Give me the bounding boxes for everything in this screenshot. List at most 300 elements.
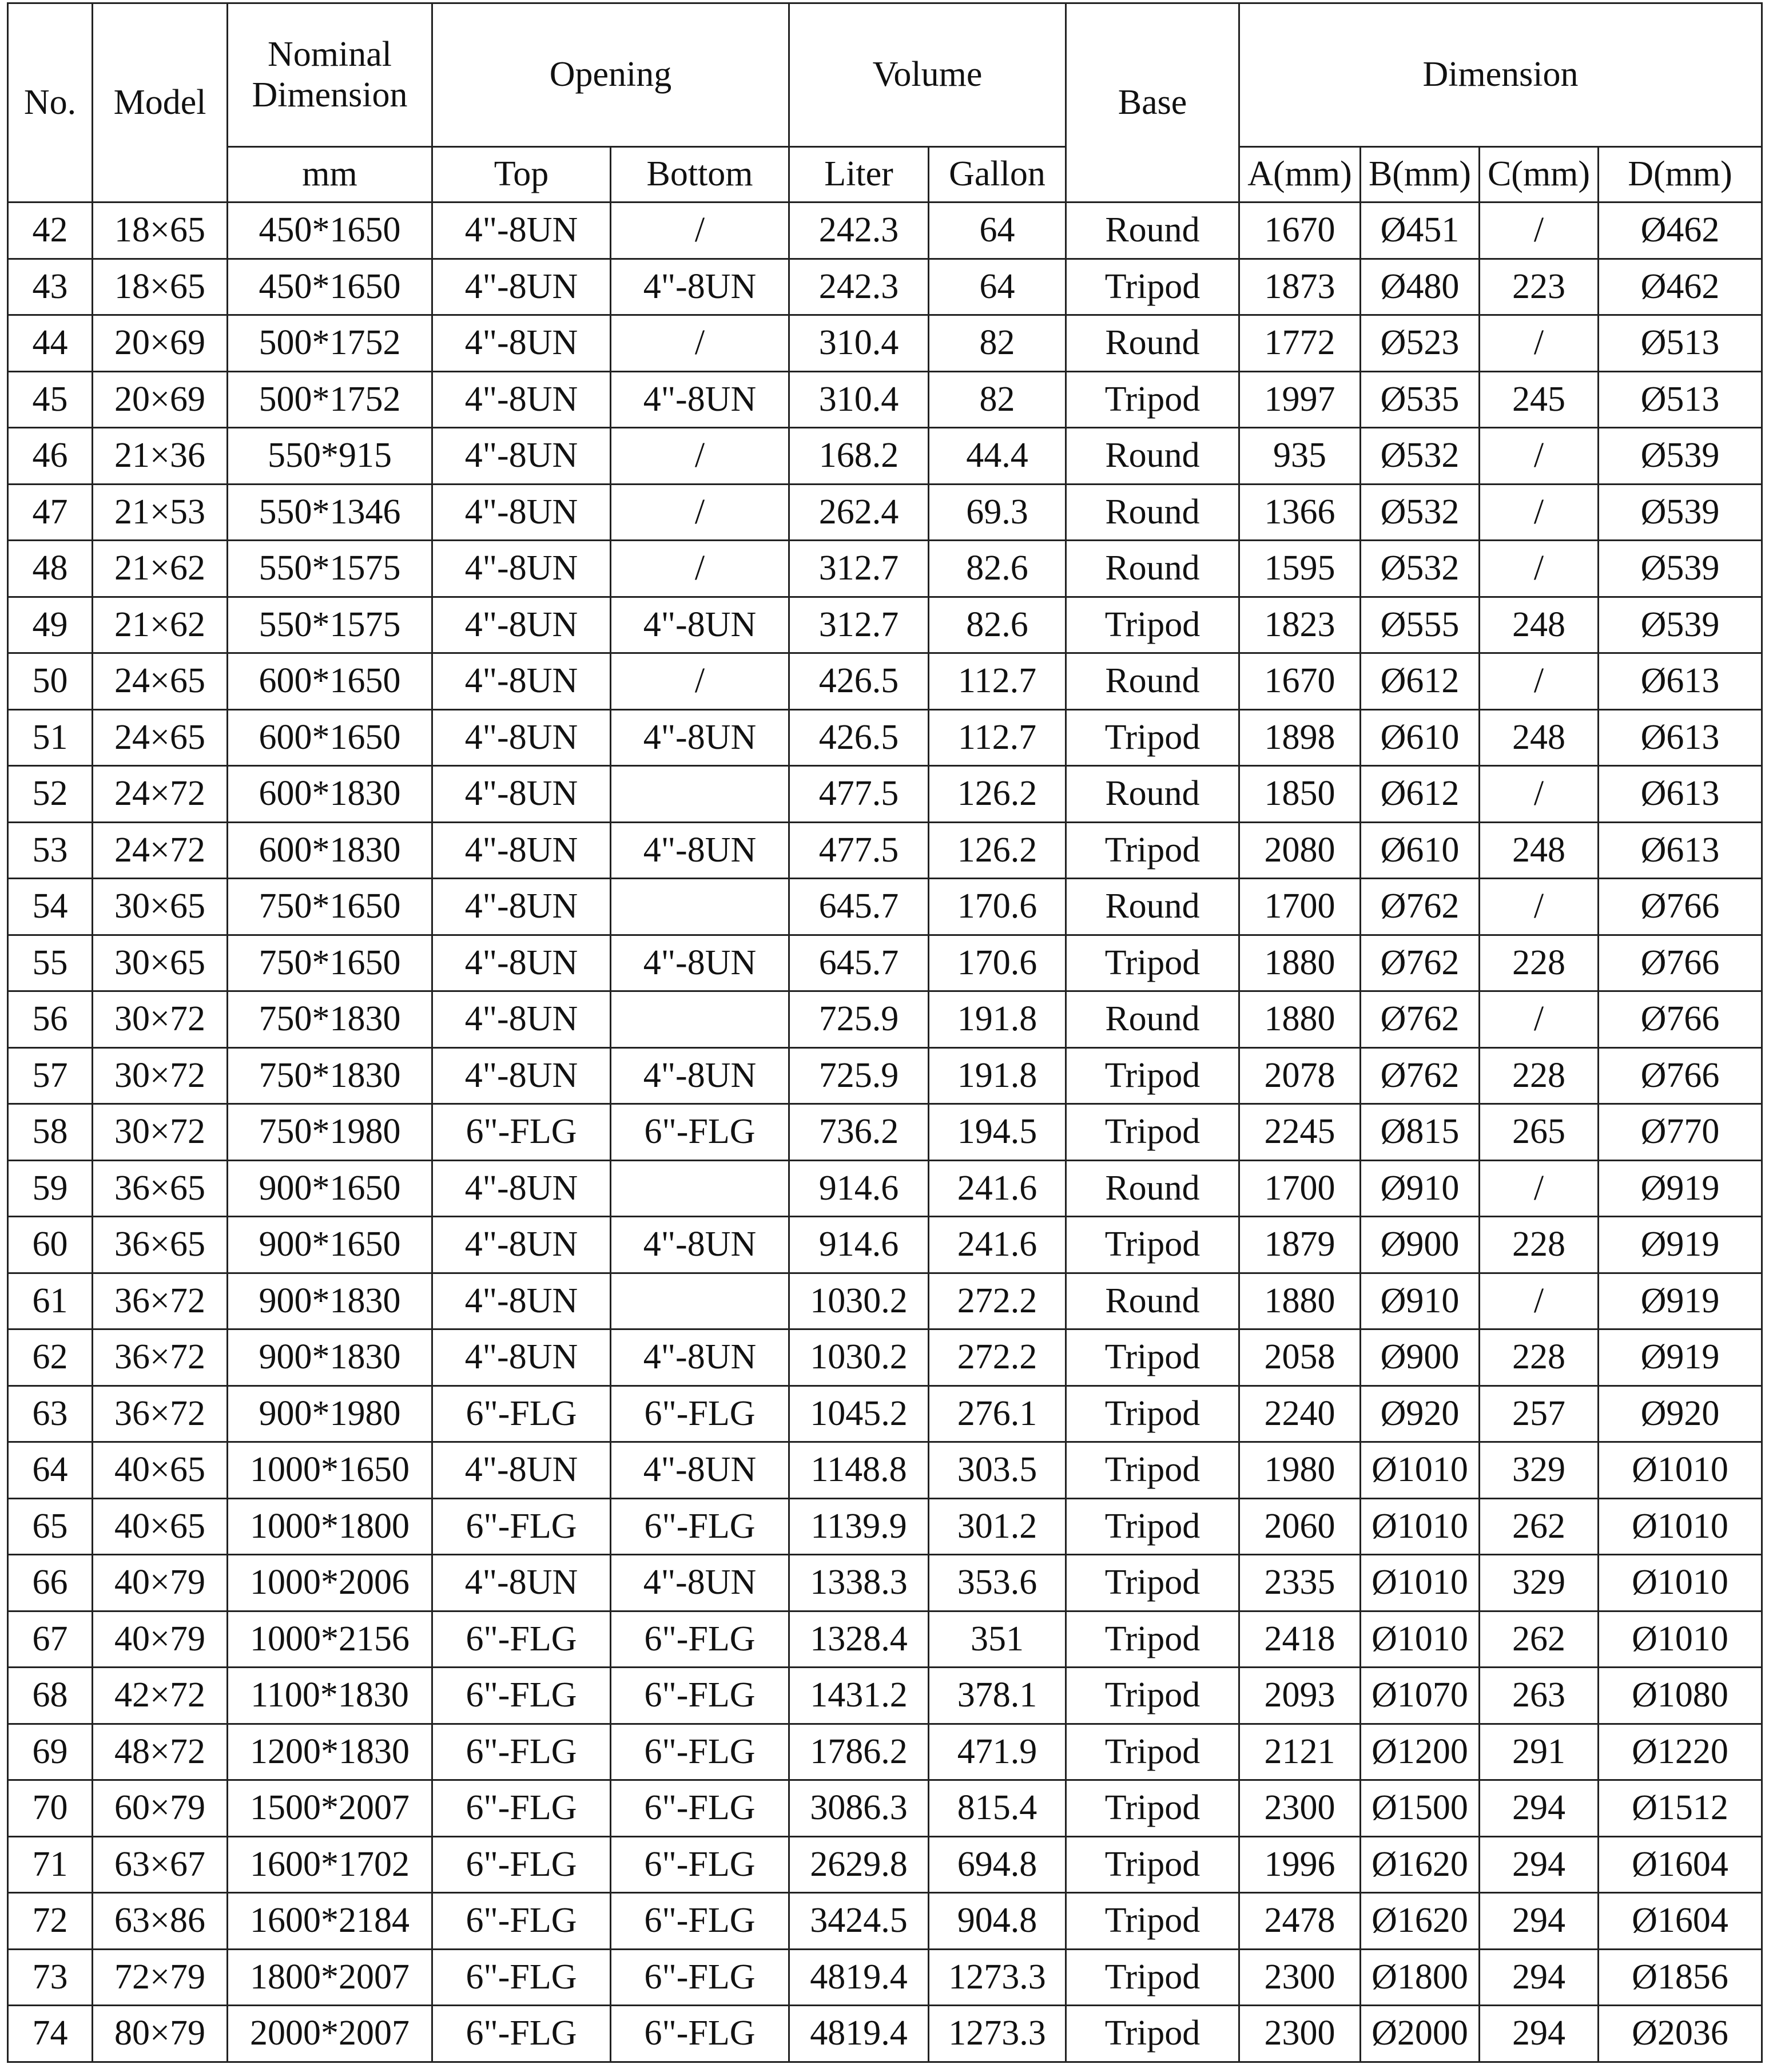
cell-dim-c: 245	[1480, 371, 1599, 428]
cell-model: 30×65	[93, 935, 228, 991]
cell-opening-top: 4"-8UN	[432, 371, 611, 428]
cell-dim-c: /	[1480, 541, 1599, 597]
cell-dim-d: Ø462	[1599, 259, 1762, 315]
table-row	[8, 428, 1762, 485]
cell-dim-b: Ø762	[1361, 991, 1480, 1048]
cell-nominal-dimension: 600*1650	[228, 653, 432, 710]
cell-dim-b: Ø815	[1361, 1104, 1480, 1161]
cell-nominal-dimension: 1600*1702	[228, 1836, 432, 1893]
cell-volume-liter: 3086.3	[789, 1780, 929, 1837]
cell-volume-gallon: 272.2	[929, 1329, 1066, 1386]
cell-opening-bottom: 6"-FLG	[611, 1611, 789, 1668]
cell-model: 21×36	[93, 428, 228, 485]
cell-model: 30×72	[93, 1104, 228, 1161]
cell-base: Tripod	[1066, 1780, 1239, 1837]
cell-dim-a: 1880	[1239, 991, 1361, 1048]
cell-dim-d: Ø1080	[1599, 1668, 1762, 1724]
cell-volume-gallon: 815.4	[929, 1780, 1066, 1837]
cell-model: 20×69	[93, 371, 228, 428]
cell-volume-liter: 312.7	[789, 597, 929, 653]
cell-opening-top: 6"-FLG	[432, 1104, 611, 1161]
cell-volume-liter: 168.2	[789, 428, 929, 485]
cell-dim-b: Ø523	[1361, 315, 1480, 372]
cell-dim-c: 228	[1480, 1217, 1599, 1273]
cell-base: Tripod	[1066, 597, 1239, 653]
cell-volume-liter: 310.4	[789, 371, 929, 428]
cell-opening-bottom	[611, 991, 789, 1048]
cell-volume-liter: 645.7	[789, 935, 929, 991]
cell-opening-bottom: /	[611, 484, 789, 541]
table-row	[8, 1329, 1762, 1386]
cell-opening-bottom: 6"-FLG	[611, 1836, 789, 1893]
header-dim-d: D(mm)	[1599, 147, 1762, 203]
cell-volume-gallon: 241.6	[929, 1217, 1066, 1273]
cell-dim-b: Ø2000	[1361, 2006, 1480, 2062]
cell-opening-top: 6"-FLG	[432, 1780, 611, 1837]
cell-opening-top: 4"-8UN	[432, 991, 611, 1048]
spec-table	[7, 2, 1763, 2063]
cell-model: 36×65	[93, 1217, 228, 1273]
cell-dim-a: 1670	[1239, 203, 1361, 259]
cell-dim-d: Ø919	[1599, 1160, 1762, 1217]
cell-opening-bottom: 6"-FLG	[611, 2006, 789, 2062]
cell-dim-d: Ø1010	[1599, 1611, 1762, 1668]
cell-model: 80×79	[93, 2006, 228, 2062]
cell-volume-liter: 645.7	[789, 879, 929, 935]
cell-base: Tripod	[1066, 371, 1239, 428]
cell-volume-liter: 1786.2	[789, 1724, 929, 1780]
cell-opening-top: 4"-8UN	[432, 935, 611, 991]
cell-base: Tripod	[1066, 1498, 1239, 1555]
cell-model: 21×62	[93, 597, 228, 653]
cell-dim-b: Ø900	[1361, 1329, 1480, 1386]
cell-no: 74	[8, 2006, 93, 2062]
cell-no: 67	[8, 1611, 93, 1668]
table-row	[8, 1949, 1762, 2006]
cell-base: Tripod	[1066, 1724, 1239, 1780]
header-nominal-line1: Nominal	[268, 34, 392, 74]
cell-dim-d: Ø613	[1599, 709, 1762, 766]
cell-volume-gallon: 191.8	[929, 1047, 1066, 1104]
cell-opening-bottom: 4"-8UN	[611, 1442, 789, 1499]
cell-base: Tripod	[1066, 709, 1239, 766]
cell-dim-b: Ø555	[1361, 597, 1480, 653]
header-dim-a: A(mm)	[1239, 147, 1361, 203]
table-row	[8, 1836, 1762, 1893]
cell-opening-bottom: /	[611, 428, 789, 485]
header-dim-c: C(mm)	[1480, 147, 1599, 203]
header-model: Model	[93, 3, 228, 203]
cell-no: 62	[8, 1329, 93, 1386]
header-nominal-dimension	[228, 3, 432, 147]
cell-dim-d: Ø539	[1599, 428, 1762, 485]
table-row	[8, 1047, 1762, 1104]
cell-volume-gallon: 112.7	[929, 653, 1066, 710]
cell-volume-gallon: 353.6	[929, 1555, 1066, 1611]
cell-opening-top: 6"-FLG	[432, 1724, 611, 1780]
cell-opening-bottom: 4"-8UN	[611, 371, 789, 428]
cell-base: Tripod	[1066, 1329, 1239, 1386]
cell-model: 24×72	[93, 822, 228, 879]
cell-dim-d: Ø539	[1599, 541, 1762, 597]
table-row	[8, 935, 1762, 991]
cell-volume-gallon: 64	[929, 203, 1066, 259]
cell-no: 44	[8, 315, 93, 372]
cell-no: 64	[8, 1442, 93, 1499]
cell-dim-b: Ø532	[1361, 428, 1480, 485]
cell-dim-b: Ø1010	[1361, 1611, 1480, 1668]
cell-no: 70	[8, 1780, 93, 1837]
cell-opening-bottom: 6"-FLG	[611, 1386, 789, 1442]
header-row-sub	[8, 147, 1762, 203]
cell-dim-c: /	[1480, 879, 1599, 935]
cell-volume-liter: 477.5	[789, 822, 929, 879]
cell-dim-b: Ø612	[1361, 653, 1480, 710]
cell-nominal-dimension: 1500*2007	[228, 1780, 432, 1837]
cell-volume-gallon: 351	[929, 1611, 1066, 1668]
cell-no: 65	[8, 1498, 93, 1555]
cell-volume-gallon: 170.6	[929, 935, 1066, 991]
cell-model: 30×72	[93, 1047, 228, 1104]
header-base: Base	[1066, 3, 1239, 203]
cell-opening-bottom: 6"-FLG	[611, 1724, 789, 1780]
cell-dim-a: 2245	[1239, 1104, 1361, 1161]
cell-dim-a: 1980	[1239, 1442, 1361, 1499]
table-row	[8, 1780, 1762, 1837]
cell-volume-liter: 426.5	[789, 653, 929, 710]
cell-model: 63×86	[93, 1893, 228, 1950]
cell-dim-c: 248	[1480, 597, 1599, 653]
table-row	[8, 1668, 1762, 1724]
cell-no: 46	[8, 428, 93, 485]
cell-dim-b: Ø762	[1361, 935, 1480, 991]
table-row	[8, 484, 1762, 541]
cell-dim-a: 2418	[1239, 1611, 1361, 1668]
cell-no: 68	[8, 1668, 93, 1724]
cell-volume-liter: 3424.5	[789, 1893, 929, 1950]
table-row	[8, 1217, 1762, 1273]
cell-opening-top: 6"-FLG	[432, 1611, 611, 1668]
cell-base: Tripod	[1066, 1555, 1239, 1611]
cell-opening-bottom: 4"-8UN	[611, 597, 789, 653]
table-row	[8, 597, 1762, 653]
cell-volume-gallon: 241.6	[929, 1160, 1066, 1217]
cell-dim-c: 223	[1480, 259, 1599, 315]
header-volume-liter: Liter	[789, 147, 929, 203]
cell-base: Tripod	[1066, 1668, 1239, 1724]
cell-nominal-dimension: 1800*2007	[228, 1949, 432, 2006]
cell-base: Round	[1066, 991, 1239, 1048]
cell-opening-bottom	[611, 1273, 789, 1329]
cell-volume-gallon: 126.2	[929, 766, 1066, 823]
cell-dim-b: Ø1500	[1361, 1780, 1480, 1837]
header-no: No.	[8, 3, 93, 203]
cell-nominal-dimension: 500*1752	[228, 315, 432, 372]
cell-dim-b: Ø451	[1361, 203, 1480, 259]
table-row	[8, 709, 1762, 766]
cell-opening-bottom: 4"-8UN	[611, 822, 789, 879]
cell-model: 72×79	[93, 1949, 228, 2006]
cell-nominal-dimension: 1600*2184	[228, 1893, 432, 1950]
cell-nominal-dimension: 900*1980	[228, 1386, 432, 1442]
cell-dim-b: Ø920	[1361, 1386, 1480, 1442]
cell-nominal-dimension: 900*1650	[228, 1217, 432, 1273]
cell-no: 59	[8, 1160, 93, 1217]
table-row	[8, 822, 1762, 879]
cell-model: 21×62	[93, 541, 228, 597]
cell-dim-a: 2300	[1239, 1780, 1361, 1837]
cell-dim-c: 248	[1480, 822, 1599, 879]
header-dimension: Dimension	[1239, 3, 1762, 147]
cell-base: Round	[1066, 315, 1239, 372]
cell-opening-top: 4"-8UN	[432, 709, 611, 766]
cell-dim-d: Ø766	[1599, 879, 1762, 935]
table-row	[8, 371, 1762, 428]
cell-model: 24×65	[93, 653, 228, 710]
table-row	[8, 1893, 1762, 1950]
cell-dim-c: /	[1480, 766, 1599, 823]
cell-no: 69	[8, 1724, 93, 1780]
cell-no: 45	[8, 371, 93, 428]
cell-nominal-dimension: 550*1575	[228, 541, 432, 597]
cell-dim-a: 2300	[1239, 2006, 1361, 2062]
cell-base: Tripod	[1066, 1442, 1239, 1499]
cell-model: 20×69	[93, 315, 228, 372]
cell-base: Tripod	[1066, 935, 1239, 991]
cell-volume-liter: 914.6	[789, 1160, 929, 1217]
cell-volume-liter: 1431.2	[789, 1668, 929, 1724]
cell-model: 40×65	[93, 1498, 228, 1555]
cell-nominal-dimension: 1000*1800	[228, 1498, 432, 1555]
cell-volume-liter: 242.3	[789, 259, 929, 315]
cell-dim-c: 294	[1480, 1893, 1599, 1950]
header-opening-top: Top	[432, 147, 611, 203]
cell-volume-gallon: 191.8	[929, 991, 1066, 1048]
cell-dim-a: 1997	[1239, 371, 1361, 428]
cell-dim-c: 294	[1480, 1836, 1599, 1893]
cell-model: 36×72	[93, 1329, 228, 1386]
cell-nominal-dimension: 550*915	[228, 428, 432, 485]
table-row	[8, 203, 1762, 259]
cell-dim-c: 294	[1480, 1949, 1599, 2006]
cell-volume-liter: 262.4	[789, 484, 929, 541]
cell-opening-top: 4"-8UN	[432, 1273, 611, 1329]
cell-dim-d: Ø766	[1599, 991, 1762, 1048]
cell-nominal-dimension: 1200*1830	[228, 1724, 432, 1780]
cell-opening-bottom: /	[611, 203, 789, 259]
cell-base: Tripod	[1066, 1836, 1239, 1893]
cell-nominal-dimension: 900*1650	[228, 1160, 432, 1217]
table-body	[8, 203, 1762, 2062]
cell-volume-liter: 1139.9	[789, 1498, 929, 1555]
cell-base: Tripod	[1066, 822, 1239, 879]
cell-no: 73	[8, 1949, 93, 2006]
cell-model: 40×79	[93, 1555, 228, 1611]
cell-dim-d: Ø613	[1599, 822, 1762, 879]
cell-nominal-dimension: 750*1650	[228, 935, 432, 991]
cell-dim-c: 228	[1480, 1047, 1599, 1104]
cell-base: Round	[1066, 428, 1239, 485]
cell-dim-a: 1366	[1239, 484, 1361, 541]
table-row	[8, 991, 1762, 1048]
cell-dim-a: 2478	[1239, 1893, 1361, 1950]
cell-dim-b: Ø1010	[1361, 1442, 1480, 1499]
cell-model: 24×65	[93, 709, 228, 766]
cell-dim-c: 265	[1480, 1104, 1599, 1161]
cell-dim-c: 291	[1480, 1724, 1599, 1780]
cell-model: 40×65	[93, 1442, 228, 1499]
cell-dim-d: Ø919	[1599, 1329, 1762, 1386]
cell-base: Round	[1066, 1160, 1239, 1217]
cell-dim-d: Ø1220	[1599, 1724, 1762, 1780]
cell-dim-d: Ø1604	[1599, 1836, 1762, 1893]
cell-dim-a: 1700	[1239, 879, 1361, 935]
table-row	[8, 2006, 1762, 2062]
cell-dim-d: Ø2036	[1599, 2006, 1762, 2062]
cell-opening-top: 4"-8UN	[432, 1047, 611, 1104]
cell-opening-top: 6"-FLG	[432, 1836, 611, 1893]
cell-dim-a: 2060	[1239, 1498, 1361, 1555]
header-opening-bottom: Bottom	[611, 147, 789, 203]
cell-opening-bottom: 4"-8UN	[611, 709, 789, 766]
cell-dim-a: 1873	[1239, 259, 1361, 315]
cell-no: 43	[8, 259, 93, 315]
cell-dim-a: 1879	[1239, 1217, 1361, 1273]
cell-dim-c: 262	[1480, 1498, 1599, 1555]
cell-volume-gallon: 82	[929, 371, 1066, 428]
cell-no: 50	[8, 653, 93, 710]
cell-dim-a: 2058	[1239, 1329, 1361, 1386]
cell-dim-b: Ø532	[1361, 484, 1480, 541]
header-row-main	[8, 3, 1762, 147]
cell-volume-liter: 1338.3	[789, 1555, 929, 1611]
table-row	[8, 1104, 1762, 1161]
cell-dim-c: /	[1480, 203, 1599, 259]
cell-no: 47	[8, 484, 93, 541]
cell-dim-d: Ø539	[1599, 484, 1762, 541]
cell-opening-top: 4"-8UN	[432, 822, 611, 879]
cell-no: 63	[8, 1386, 93, 1442]
cell-dim-a: 1700	[1239, 1160, 1361, 1217]
table-row	[8, 1555, 1762, 1611]
cell-dim-a: 2093	[1239, 1668, 1361, 1724]
cell-opening-top: 4"-8UN	[432, 259, 611, 315]
cell-opening-bottom: 6"-FLG	[611, 1949, 789, 2006]
cell-no: 71	[8, 1836, 93, 1893]
cell-model: 36×72	[93, 1386, 228, 1442]
cell-volume-gallon: 82.6	[929, 597, 1066, 653]
cell-base: Round	[1066, 879, 1239, 935]
cell-opening-top: 6"-FLG	[432, 1498, 611, 1555]
cell-dim-d: Ø1010	[1599, 1442, 1762, 1499]
cell-dim-c: 294	[1480, 2006, 1599, 2062]
cell-dim-d: Ø613	[1599, 766, 1762, 823]
cell-model: 42×72	[93, 1668, 228, 1724]
cell-opening-top: 4"-8UN	[432, 203, 611, 259]
cell-volume-gallon: 64	[929, 259, 1066, 315]
cell-dim-b: Ø610	[1361, 822, 1480, 879]
cell-dim-c: /	[1480, 1273, 1599, 1329]
cell-volume-gallon: 694.8	[929, 1836, 1066, 1893]
cell-volume-gallon: 1273.3	[929, 1949, 1066, 2006]
cell-model: 36×65	[93, 1160, 228, 1217]
table-row	[8, 653, 1762, 710]
cell-model: 18×65	[93, 259, 228, 315]
cell-opening-top: 6"-FLG	[432, 2006, 611, 2062]
cell-base: Tripod	[1066, 259, 1239, 315]
cell-dim-a: 2078	[1239, 1047, 1361, 1104]
cell-opening-top: 4"-8UN	[432, 1555, 611, 1611]
cell-volume-gallon: 44.4	[929, 428, 1066, 485]
cell-nominal-dimension: 750*1650	[228, 879, 432, 935]
cell-dim-d: Ø919	[1599, 1273, 1762, 1329]
table-row	[8, 1386, 1762, 1442]
cell-opening-top: 4"-8UN	[432, 1329, 611, 1386]
table-row	[8, 1611, 1762, 1668]
cell-volume-liter: 242.3	[789, 203, 929, 259]
cell-no: 56	[8, 991, 93, 1048]
cell-base: Tripod	[1066, 1949, 1239, 2006]
table-row	[8, 1724, 1762, 1780]
cell-dim-d: Ø766	[1599, 1047, 1762, 1104]
cell-opening-top: 6"-FLG	[432, 1949, 611, 2006]
cell-opening-top: 4"-8UN	[432, 315, 611, 372]
cell-dim-c: 248	[1480, 709, 1599, 766]
cell-opening-bottom: 6"-FLG	[611, 1780, 789, 1837]
cell-dim-c: 228	[1480, 935, 1599, 991]
cell-volume-liter: 310.4	[789, 315, 929, 372]
cell-volume-liter: 1045.2	[789, 1386, 929, 1442]
cell-nominal-dimension: 750*1830	[228, 1047, 432, 1104]
cell-model: 21×53	[93, 484, 228, 541]
cell-opening-bottom: 6"-FLG	[611, 1893, 789, 1950]
cell-base: Round	[1066, 541, 1239, 597]
cell-model: 18×65	[93, 203, 228, 259]
cell-volume-liter: 4819.4	[789, 2006, 929, 2062]
cell-opening-bottom: 6"-FLG	[611, 1104, 789, 1161]
cell-dim-c: 263	[1480, 1668, 1599, 1724]
cell-dim-b: Ø910	[1361, 1273, 1480, 1329]
cell-volume-liter: 1030.2	[789, 1329, 929, 1386]
cell-no: 55	[8, 935, 93, 991]
cell-base: Tripod	[1066, 1611, 1239, 1668]
cell-dim-b: Ø1200	[1361, 1724, 1480, 1780]
cell-dim-d: Ø1512	[1599, 1780, 1762, 1837]
table-header	[8, 3, 1762, 203]
cell-model: 63×67	[93, 1836, 228, 1893]
cell-dim-b: Ø612	[1361, 766, 1480, 823]
cell-dim-c: /	[1480, 991, 1599, 1048]
cell-opening-bottom: /	[611, 315, 789, 372]
cell-dim-c: 257	[1480, 1386, 1599, 1442]
cell-volume-gallon: 1273.3	[929, 2006, 1066, 2062]
cell-dim-b: Ø900	[1361, 1217, 1480, 1273]
cell-dim-d: Ø1604	[1599, 1893, 1762, 1950]
cell-dim-c: /	[1480, 315, 1599, 372]
cell-dim-d: Ø613	[1599, 653, 1762, 710]
cell-nominal-dimension: 600*1650	[228, 709, 432, 766]
cell-volume-liter: 725.9	[789, 991, 929, 1048]
cell-dim-d: Ø1856	[1599, 1949, 1762, 2006]
cell-volume-liter: 2629.8	[789, 1836, 929, 1893]
table-row	[8, 1160, 1762, 1217]
cell-nominal-dimension: 450*1650	[228, 259, 432, 315]
cell-dim-a: 1772	[1239, 315, 1361, 372]
cell-volume-gallon: 69.3	[929, 484, 1066, 541]
cell-dim-c: /	[1480, 484, 1599, 541]
cell-volume-liter: 736.2	[789, 1104, 929, 1161]
header-volume: Volume	[789, 3, 1066, 147]
